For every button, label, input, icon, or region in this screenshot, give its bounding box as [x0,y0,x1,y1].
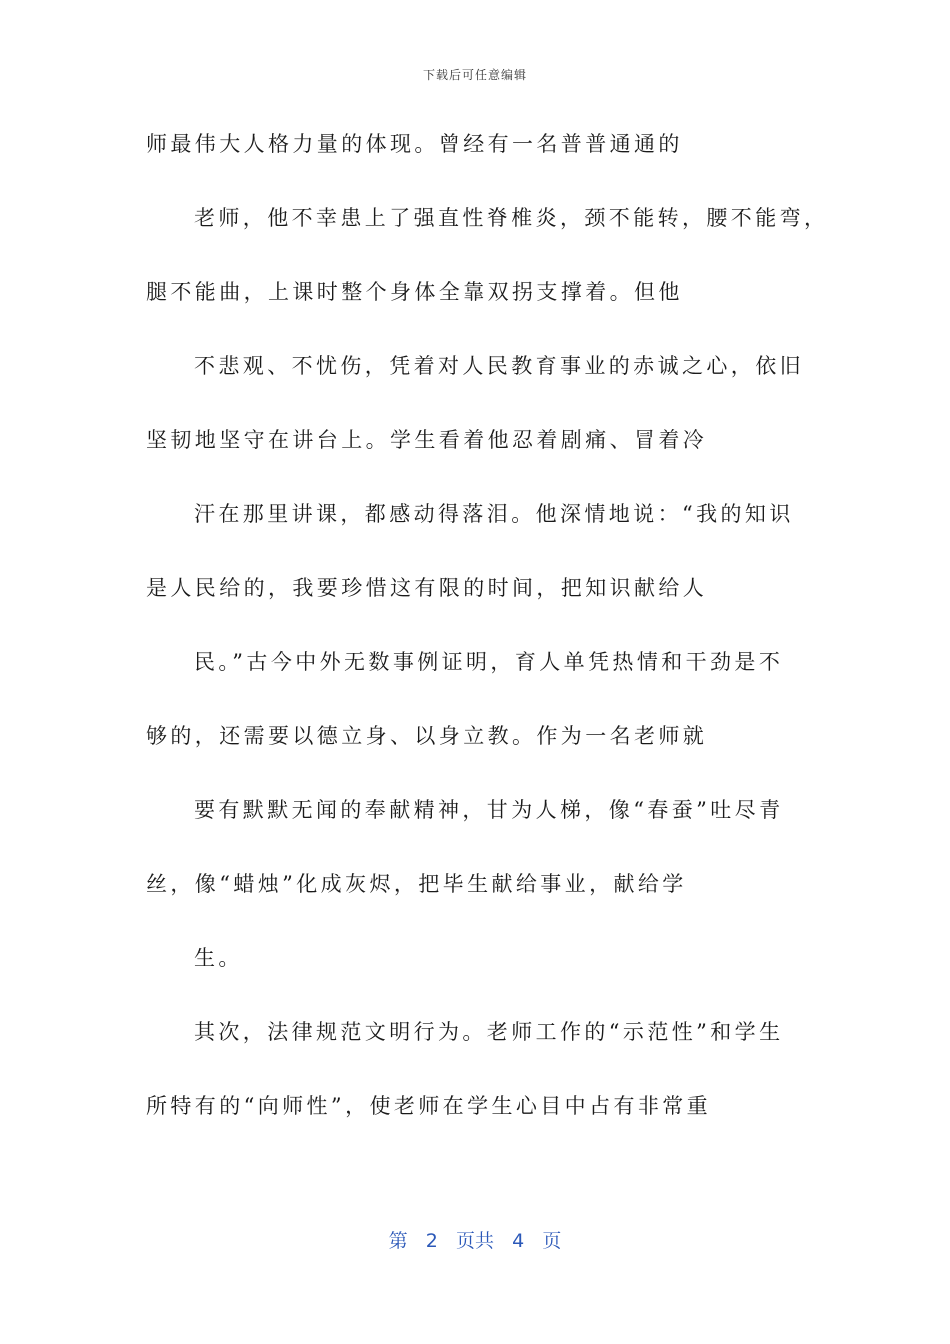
footer-total-pages: 4 [512,1230,525,1252]
text-line: 要有默默无闻的奉献精神，甘为人梯，像“春蚕”吐尽青 [194,798,784,822]
page-footer [0,1226,950,1253]
text-line: 所特有的“向师性”，使老师在学生心目中占有非常重 [146,1094,712,1118]
footer-prefix: 第 [388,1230,408,1252]
text-line: 生。 [194,946,243,970]
text-line: 民。”古今中外无数事例证明，育人单凭热情和干劲是不 [194,650,784,674]
text-line: 汗在那里讲课，都感动得落泪。他深情地说：“我的知识 [194,502,794,526]
text-line: 师最伟大人格力量的体现。曾经有一名普普通通的 [146,132,683,156]
text-line: 老师，他不幸患上了强直性脊椎炎，颈不能转，腰不能弯， [194,206,829,230]
text-line: 坚韧地坚守在讲台上。学生看着他忍着剧痛、冒着冷 [146,428,708,452]
text-line: 其次，法律规范文明行为。老师工作的“示范性”和学生 [194,1020,784,1044]
footer-suffix: 页 [542,1230,562,1252]
text-line: 丝，像“蜡烛”化成灰烬，把毕生献给事业，献给学 [146,872,687,896]
text-line: 腿不能曲，上课时整个身体全靠双拐支撑着。但他 [146,280,683,304]
text-line: 够的，还需要以德立身、以身立教。作为一名老师就 [146,724,708,748]
text-line: 不悲观、不忧伤，凭着对人民教育事业的赤诚之心，依旧 [194,354,804,378]
text-line: 是人民给的，我要珍惜这有限的时间，把知识献给人 [146,576,708,600]
page-header: 下载后可任意编辑 [422,68,527,82]
footer-current-page: 2 [425,1230,438,1252]
footer-middle: 页共 [455,1230,494,1252]
